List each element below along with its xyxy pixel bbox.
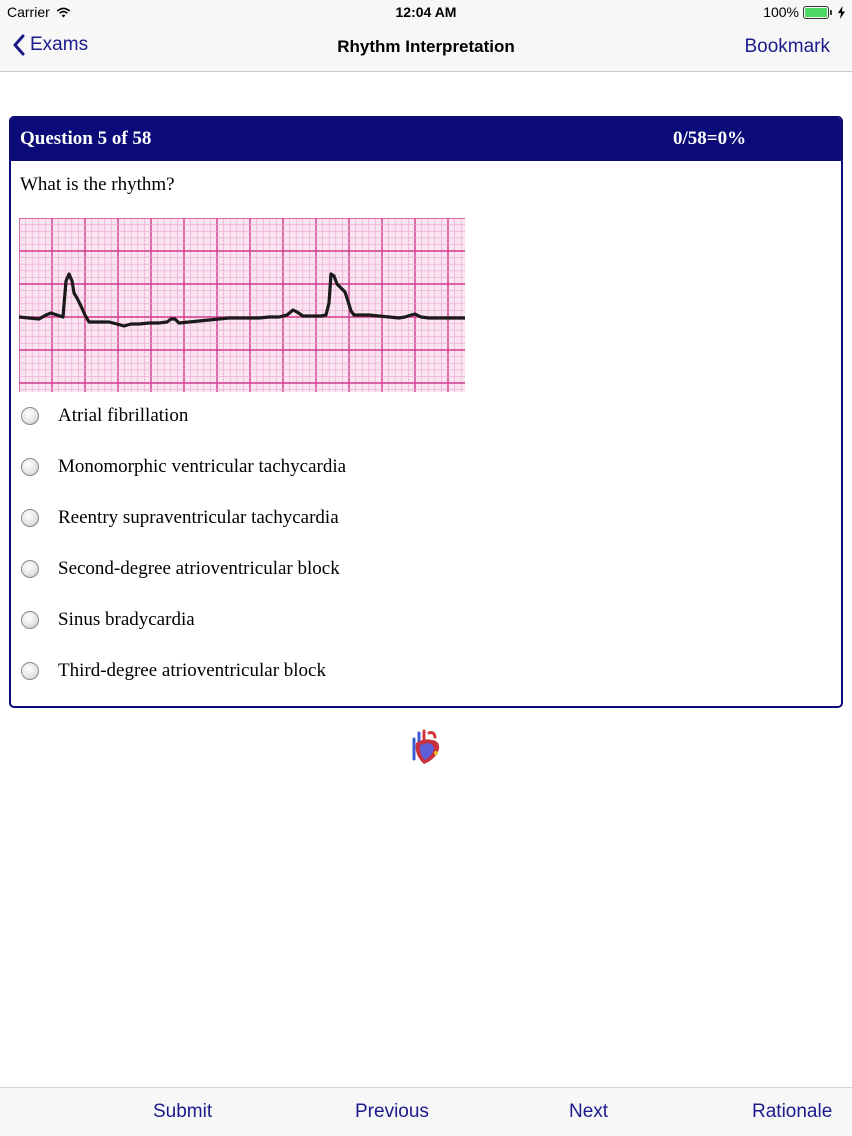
rationale-button[interactable]: Rationale bbox=[752, 1101, 833, 1122]
answer-option-label: Sinus bradycardia bbox=[58, 608, 195, 630]
answer-option-label: Reentry supraventricular tachycardia bbox=[58, 506, 339, 528]
radio-button[interactable] bbox=[21, 458, 39, 476]
status-time: 12:04 AM bbox=[395, 4, 457, 20]
answer-options bbox=[21, 390, 821, 696]
battery-level bbox=[805, 8, 827, 17]
question-card bbox=[9, 116, 843, 708]
radio-button[interactable] bbox=[21, 509, 39, 527]
lightning-icon bbox=[837, 6, 846, 19]
answer-option[interactable] bbox=[21, 390, 821, 441]
question-number: Question 5 of 58 bbox=[20, 128, 152, 149]
battery-percent: 100% bbox=[763, 4, 799, 20]
carrier-label: Carrier bbox=[7, 4, 50, 20]
status-right bbox=[763, 4, 846, 20]
heart-anatomy-icon bbox=[410, 729, 442, 767]
submit-button[interactable]: Submit bbox=[153, 1101, 213, 1122]
answer-option-label: Atrial fibrillation bbox=[58, 404, 189, 426]
back-button[interactable] bbox=[12, 34, 88, 56]
answer-option[interactable] bbox=[21, 645, 821, 696]
answer-option-label: Second-degree atrioventricular block bbox=[58, 557, 340, 579]
chevron-left-icon bbox=[12, 34, 26, 56]
previous-button[interactable]: Previous bbox=[355, 1101, 429, 1122]
ecg-strip-image bbox=[19, 218, 465, 392]
question-prompt: What is the rhythm? bbox=[20, 174, 175, 195]
radio-button[interactable] bbox=[21, 560, 39, 578]
question-header bbox=[11, 118, 841, 161]
bookmark-button[interactable]: Bookmark bbox=[744, 36, 830, 57]
radio-button[interactable] bbox=[21, 407, 39, 425]
status-bar bbox=[0, 0, 852, 24]
bottom-toolbar bbox=[0, 1087, 852, 1136]
radio-button[interactable] bbox=[21, 611, 39, 629]
answer-option[interactable] bbox=[21, 492, 821, 543]
next-button[interactable]: Next bbox=[569, 1101, 609, 1122]
score-label: 0/58=0% bbox=[673, 128, 747, 149]
page-title: Rhythm Interpretation bbox=[337, 37, 515, 56]
radio-button[interactable] bbox=[21, 662, 39, 680]
answer-option[interactable] bbox=[21, 543, 821, 594]
navigation-bar bbox=[0, 24, 852, 72]
battery-icon bbox=[803, 6, 829, 19]
answer-option[interactable] bbox=[21, 594, 821, 645]
answer-option-label: Third-degree atrioventricular block bbox=[58, 659, 326, 681]
answer-option[interactable] bbox=[21, 441, 821, 492]
back-button-label: Exams bbox=[30, 34, 89, 55]
answer-option-label: Monomorphic ventricular tachycardia bbox=[58, 455, 347, 477]
